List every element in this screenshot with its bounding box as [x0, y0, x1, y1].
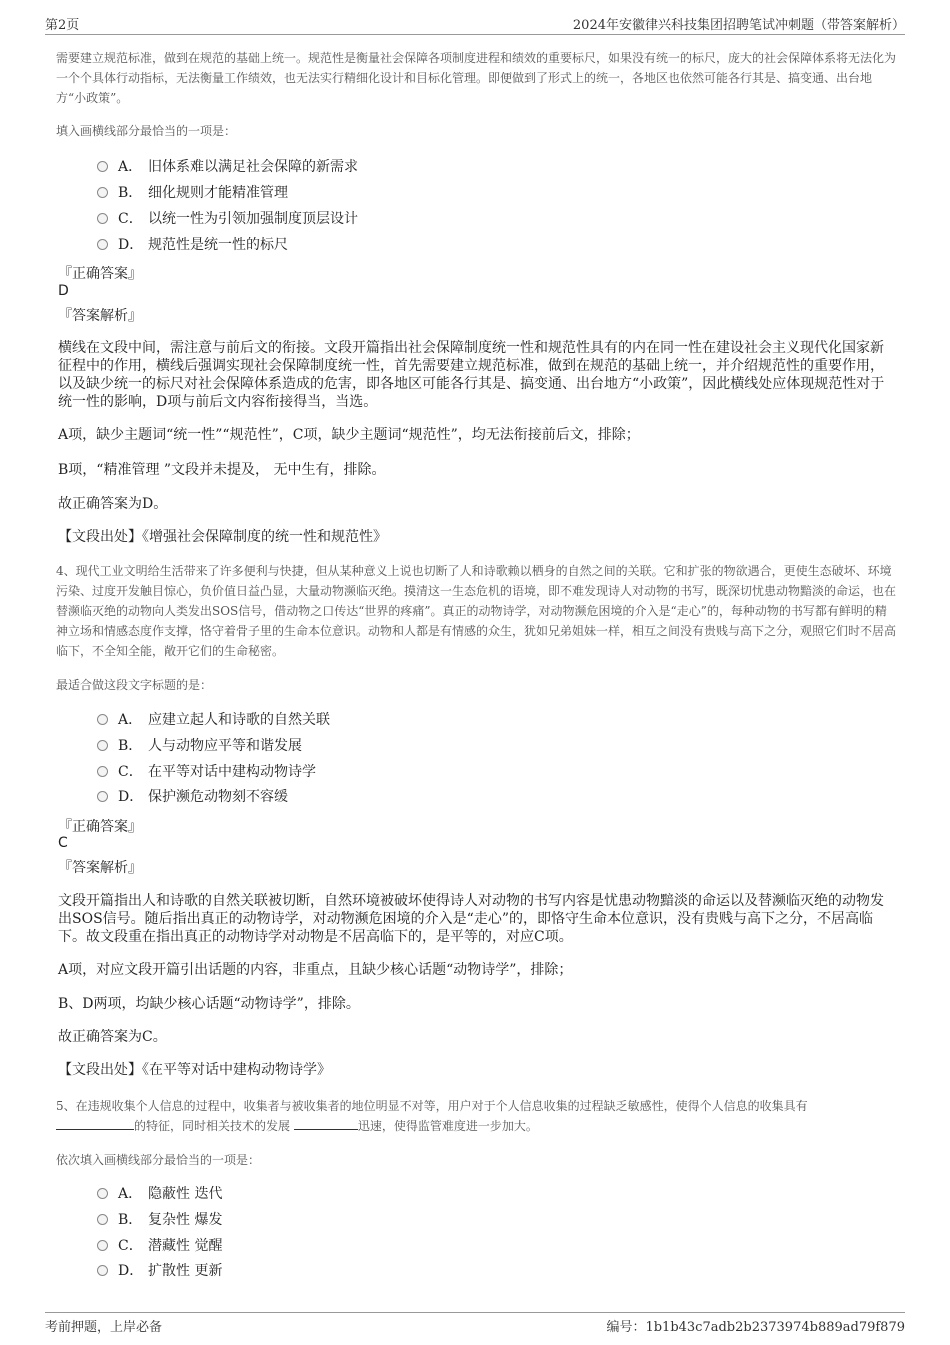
- q3-option-b[interactable]: B． 细化规则才能精准管理: [97, 183, 288, 203]
- radio-icon[interactable]: [97, 766, 108, 777]
- q3-prompt: 填入画横线部分最恰当的一项是：: [56, 124, 237, 138]
- q4-analysis-label: 『答案解析』: [58, 860, 142, 876]
- q3-answer-label: 『正确答案』: [58, 266, 142, 282]
- radio-icon[interactable]: [97, 1188, 108, 1199]
- footer-slogan: 考前押题，上岸必备: [45, 1320, 163, 1335]
- radio-icon[interactable]: [97, 1265, 108, 1276]
- radio-icon[interactable]: [97, 1240, 108, 1251]
- q4-option-a[interactable]: A． 应建立起人和诗歌的自然关联: [97, 710, 330, 730]
- q3-analysis-para: B项，“精准管理 ”文段并未提及， 无中生有，排除。: [58, 462, 386, 478]
- fill-blank: [56, 1117, 134, 1130]
- q5-option-a[interactable]: A． 隐蔽性 迭代: [97, 1184, 222, 1204]
- q4-option-c[interactable]: C． 在平等对话中建构动物诗学: [97, 762, 316, 782]
- q3-passage: 需要建立规范标准，做到在规范的基础上统一。规范性是衡量社会保障各项制度进程和绩效的重要标尺，如果没有统一的标尺，庞大的社会保障体系将无法化为一个个具体行动指标，无法衡量工作绩效，也无法实行精细化设计和目标化管理。即便做到了形式上的统一，各地区也依然可能各行其是、搞变通、出台地方“小政策”。: [56, 51, 897, 105]
- q5-option-d[interactable]: D． 扩散性 更新: [97, 1261, 222, 1281]
- q4-answer: C: [58, 835, 68, 851]
- q5-prompt: 依次填入画横线部分最恰当的一项是：: [56, 1153, 261, 1167]
- q5-option-b[interactable]: B． 复杂性 爆发: [97, 1210, 222, 1230]
- q3-analysis-label: 『答案解析』: [58, 308, 142, 324]
- q4-answer-label: 『正确答案』: [58, 819, 142, 835]
- q3-answer: D: [58, 283, 69, 299]
- q4-option-b[interactable]: B． 人与动物应平等和谐发展: [97, 736, 302, 756]
- q4-analysis-para: A项，对应文段开篇引出话题的内容，非重点，且缺少核心话题“动物诗学”，排除；: [58, 962, 573, 978]
- radio-icon[interactable]: [97, 714, 108, 725]
- q3-analysis-para: A项，缺少主题词“统一性”“规范性”，C项，缺少主题词“规范性”，均无法衔接前后文，排除；: [58, 427, 640, 443]
- radio-icon[interactable]: [97, 213, 108, 224]
- q5-option-c[interactable]: C． 潜藏性 觉醒: [97, 1236, 222, 1256]
- radio-icon[interactable]: [97, 740, 108, 751]
- radio-icon[interactable]: [97, 187, 108, 198]
- q4-analysis-para: 故正确答案为C。: [58, 1029, 167, 1045]
- q3-option-c[interactable]: C． 以统一性为引领加强制度顶层设计: [97, 209, 358, 229]
- radio-icon[interactable]: [97, 1214, 108, 1225]
- radio-icon[interactable]: [97, 239, 108, 250]
- q4-source: 【文段出处】《在平等对话中建构动物诗学》: [58, 1062, 331, 1078]
- page-footer: [45, 1312, 905, 1337]
- document-title: 2024年安徽律兴科技集团招聘笔试冲刺题（带答案解析）: [572, 18, 905, 33]
- q4-option-d[interactable]: D． 保护濒危动物刻不容缓: [97, 787, 288, 807]
- radio-icon[interactable]: [97, 161, 108, 172]
- q5-passage: 5、在违规收集个人信息的过程中，收集者与被收集者的地位明显不对等，用户对于个人信息收集的过程缺乏敏感性，使得个人信息的收集具有 的特征，同时相关技术的发展 迅速，使得监管难度进一步加大。: [56, 1099, 808, 1133]
- q3-analysis-para: 故正确答案为D。: [58, 496, 168, 512]
- page-number: 第2页: [45, 18, 80, 33]
- q4-prompt: 最适合做这段文字标题的是：: [56, 678, 213, 692]
- fill-blank: [294, 1117, 358, 1130]
- q3-source: 【文段出处】《增强社会保障制度的统一性和规范性》: [58, 529, 387, 545]
- radio-icon[interactable]: [97, 791, 108, 802]
- q4-analysis-para: 文段开篇指出人和诗歌的自然关联被切断，自然环境被破坏使得诗人对动物的书写内容是忧患动物黯淡的命运以及替濒临灭绝的动物发出SOS信号。随后指出真正的动物诗学，对动物濒危困境的介入是“走心”的，即恪守生命本位意识，没有贵贱与高下之分，不居高临下。故文段重在指出真正的动物诗学对动物是不居高临下的，是平等的，对应C项。: [58, 893, 884, 945]
- document-id: 编号：1b1b43c7adb2b2373974b889ad79f879: [606, 1320, 905, 1335]
- page-header: [45, 12, 905, 35]
- q4-analysis-para: B、D两项，均缺少核心话题“动物诗学”，排除。: [58, 996, 360, 1012]
- q3-option-d[interactable]: D． 规范性是统一性的标尺: [97, 235, 288, 255]
- q3-analysis-para: 横线在文段中间，需注意与前后文的衔接。文段开篇指出社会保障制度统一性和规范性具有的内在同一性在建设社会主义现代化国家新征程中的作用，横线后强调实现社会保障制度统一性，首先需要建立规范标准，做到在规范的基础上统一，并介绍规范性的重要作用，以及缺少统一的标尺对社会保障体系造成的危害，即各地区可能各行其是、搞变通、出台地方“小政策”，因此横线处应体现规范性对于统一性的影响，D项与前后文内容衔接得当，当选。: [58, 340, 885, 410]
- q3-option-a[interactable]: A． 旧体系难以满足社会保障的新需求: [97, 157, 358, 177]
- q4-passage: 4、现代工业文明给生活带来了许多便利与快捷，但从某种意义上说也切断了人和诗歌赖以栖身的自然之间的关联。它和扩张的物欲遇合，更使生态破坏、环境污染、过度开发触目惊心，负价值日益凸显，大量动物濒临灭绝。摸清这一生态危机的语境，即不难发现诗人对动物的书写，既深切忧患动物黯淡的命运，也在替濒临灭绝的动物向人类发出SOS信号，借动物之口传达“世界的疼痛”。真正的动物诗学，对动物濒危困境的介入是“走心”的，每种动物的书写都有鲜明的精神立场和情感态度作支撑，恪守着骨子里的生命本位意识。动物和人都是有情感的众生，犹如兄弟姐妹一样，相互之间没有贵贱与高下之分，观照它们时不居高临下，不全知全能，敞开它们的生命秘密。: [56, 564, 897, 658]
